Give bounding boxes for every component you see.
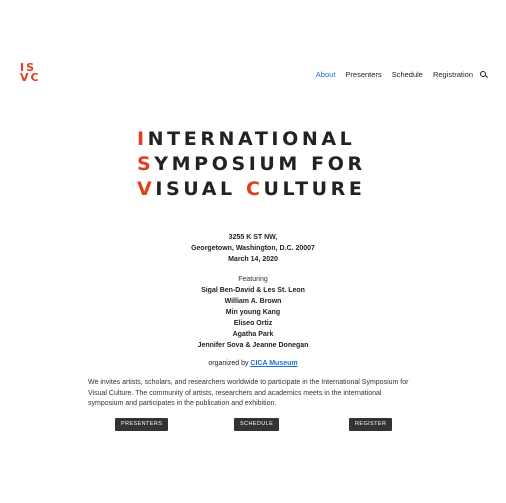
search-icon[interactable] (480, 71, 488, 79)
event-date: March 14, 2020 (228, 256, 278, 263)
presenter-item: Jennifer Sova & Jeanne Donegan (197, 342, 309, 349)
register-button[interactable]: REGISTER (349, 418, 392, 431)
logo-line-1: IS (20, 61, 37, 74)
address-street: 3255 K ST NW, (228, 234, 278, 241)
title-initial: S (137, 153, 155, 175)
title-initial: V (137, 178, 156, 200)
presenter-item: Agatha Park (232, 331, 274, 338)
presenters-button[interactable]: PRESENTERS (115, 418, 168, 431)
title-initial: I (137, 128, 148, 150)
organized-by (0, 358, 506, 369)
main-nav (306, 70, 488, 79)
site-logo[interactable] (20, 63, 40, 83)
title-line-1 (137, 127, 387, 152)
nav-presenters[interactable]: Presenters (345, 70, 382, 79)
title-line-3 (137, 177, 387, 202)
title-text: ULTURE (263, 178, 366, 200)
title-text: YMPOSIUM FOR (154, 153, 366, 175)
cica-museum-link[interactable]: CICA Museum (250, 360, 298, 367)
title-initial: C (245, 178, 264, 200)
nav-schedule[interactable]: Schedule (391, 70, 423, 79)
page-title (137, 127, 387, 202)
schedule-button[interactable]: SCHEDULE (234, 418, 279, 431)
event-address (0, 232, 506, 265)
title-line-2 (137, 152, 387, 177)
event-description: We invites artists, scholars, and researchers worldwide to participate in the International Symposium for Visual Culture. The community of artists, researchers and academics meets in the international symposium and participates in the publication and exhibition. (88, 379, 409, 407)
presenter-item: Min young Kang (225, 309, 281, 316)
nav-registration[interactable]: Registration (432, 70, 473, 79)
organized-prefix: organized by (208, 360, 251, 367)
nav-about[interactable]: About (315, 70, 336, 79)
presenter-item: Eliseo Ortiz (233, 320, 273, 327)
presenter-item: Sigal Ben-David & Les St. Leon (201, 287, 305, 294)
address-city: Georgetown, Washington, D.C. 20007 (191, 245, 315, 252)
logo-line-2: VC (20, 71, 41, 84)
title-text: ISUAL (155, 178, 246, 200)
presenter-list (0, 285, 506, 351)
presenter-item: William A. Brown (224, 298, 282, 305)
featuring-label: Featuring (238, 276, 268, 283)
title-text: NTERNATIONAL (147, 128, 356, 150)
